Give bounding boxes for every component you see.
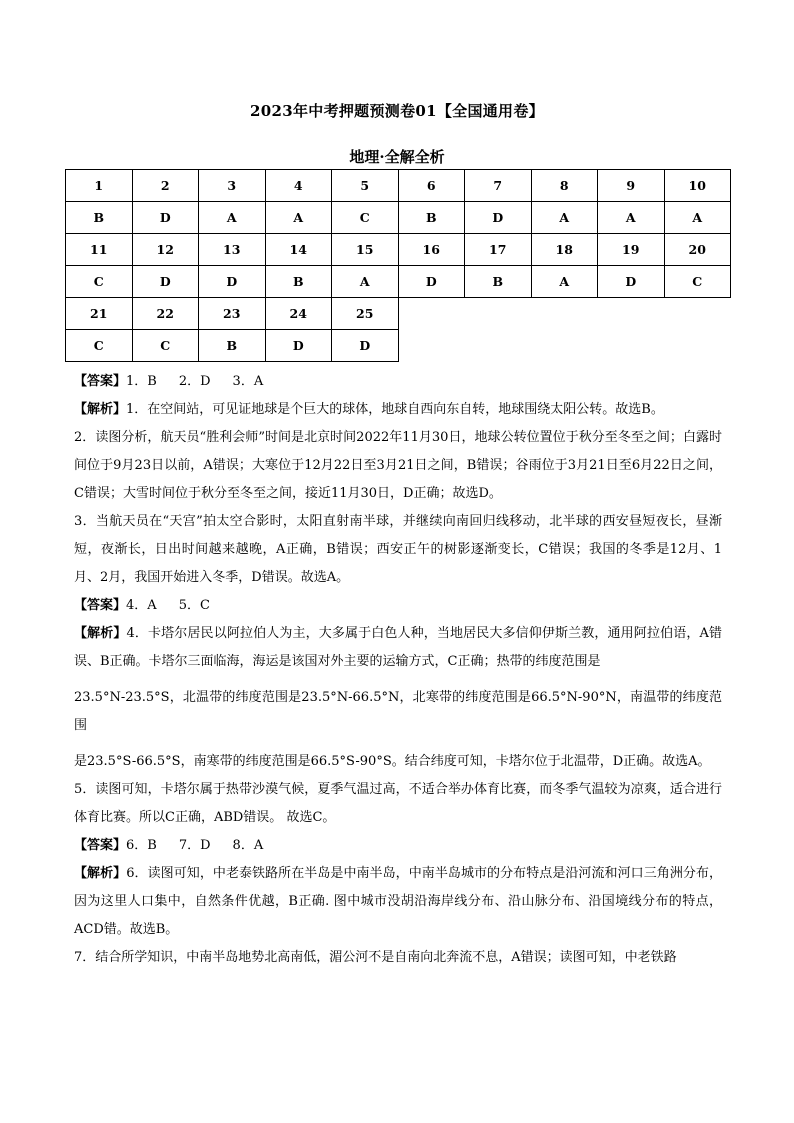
answer-item: 8．A — [232, 838, 264, 853]
table-cell: B — [66, 202, 133, 234]
table-cell: 8 — [531, 170, 598, 202]
table-cell: 17 — [465, 234, 532, 266]
analysis-paragraph: 2．读图分析，航天员“胜利会师”时间是北京时间2022年11月30日，地球公转位置位于秋分至冬至之间；白露时间位于9月23日以前，A错误；大寒位于12月22日至3月21日之间，B错误；谷雨位于3月21日至6月22日之间，C错误；大雪时间位于秋分至冬至之间，接近11月30日，D正确；故选D。 — [74, 430, 722, 501]
table-cell: C — [66, 330, 133, 362]
analysis-paragraph — [74, 860, 722, 944]
table-cell: A — [332, 266, 399, 298]
table-row — [66, 234, 731, 266]
table-cell: C — [332, 202, 399, 234]
table-row — [66, 330, 731, 362]
table-cell: 14 — [265, 234, 332, 266]
table-cell: D — [332, 330, 399, 362]
table-cell: B — [199, 330, 266, 362]
analysis-paragraph — [74, 620, 722, 676]
table-cell: C — [664, 266, 731, 298]
table-cell: 10 — [664, 170, 731, 202]
table-cell: B — [398, 202, 465, 234]
table-cell: 25 — [332, 298, 399, 330]
table-cell: 13 — [199, 234, 266, 266]
empty-cell — [398, 330, 465, 362]
analysis-text: 1．在空间站，可见证地球是个巨大的球体，地球自西向东自转，地球围绕太阳公转。故选B。 — [126, 402, 664, 417]
empty-cell — [664, 298, 731, 330]
table-cell: 16 — [398, 234, 465, 266]
table-cell: 9 — [598, 170, 665, 202]
table-cell: A — [531, 266, 598, 298]
table-row — [66, 170, 731, 202]
empty-cell — [598, 330, 665, 362]
answer-line — [74, 832, 722, 860]
table-cell: 11 — [66, 234, 133, 266]
table-cell: 3 — [199, 170, 266, 202]
answer-line — [74, 368, 722, 396]
analysis-paragraph: 7．结合所学知识，中南半岛地势北高南低，湄公河不是自南向北奔流不息，A错误；读图可知，中老铁路 — [74, 950, 677, 965]
answer-item: 4．A — [126, 598, 157, 613]
table-cell: C — [132, 330, 199, 362]
table-cell: A — [531, 202, 598, 234]
answer-item: 7．D — [178, 838, 211, 853]
table-cell: 12 — [132, 234, 199, 266]
table-cell: 1 — [66, 170, 133, 202]
empty-cell — [598, 298, 665, 330]
table-cell: D — [465, 202, 532, 234]
table-cell: 4 — [265, 170, 332, 202]
analysis-text: 4．卡塔尔居民以阿拉伯人为主，大多属于白色人种，当地居民大多信仰伊斯兰教，通用阿拉伯语，A错误、B正确。卡塔尔三面临海，海运是该国对外主要的运输方式，C正确；热带的纬度范围是 — [74, 626, 722, 669]
analysis-label: 【解析】 — [74, 866, 127, 881]
table-cell: 23 — [199, 298, 266, 330]
analysis-label: 【解析】 — [74, 626, 127, 641]
table-cell: B — [465, 266, 532, 298]
explanations — [74, 368, 722, 972]
table-cell: 20 — [664, 234, 731, 266]
analysis-paragraph — [74, 396, 722, 424]
table-cell: 6 — [398, 170, 465, 202]
answer-item: 5．C — [178, 598, 210, 613]
table-cell: D — [132, 202, 199, 234]
table-cell: D — [265, 330, 332, 362]
table-cell: D — [199, 266, 266, 298]
analysis-label: 【解析】 — [74, 402, 127, 417]
analysis-paragraph: 3．当航天员在“天宫”拍太空合影时，太阳直射南半球，并继续向南回归线移动，北半球的西安昼短夜长，昼渐短，夜渐长，日出时间越来越晚，A正确，B错误；西安正午的树影逐渐变长，C错误；我国的冬季是12月、1月、2月，我国开始进入冬季，D错误。故选A。 — [74, 514, 722, 585]
table-cell: 24 — [265, 298, 332, 330]
answer-table — [65, 169, 731, 362]
table-cell: B — [265, 266, 332, 298]
table-cell: 22 — [132, 298, 199, 330]
answer-item: 6．B — [126, 838, 157, 853]
table-row — [66, 202, 731, 234]
empty-cell — [531, 330, 598, 362]
table-cell: 18 — [531, 234, 598, 266]
table-cell: 2 — [132, 170, 199, 202]
table-cell: A — [265, 202, 332, 234]
table-cell: 21 — [66, 298, 133, 330]
table-row — [66, 298, 731, 330]
page-subtitle: 地理·全解全析 — [349, 148, 445, 166]
answer-label: 【答案】 — [74, 838, 127, 853]
table-cell: C — [66, 266, 133, 298]
table-cell: A — [598, 202, 665, 234]
table-cell: 7 — [465, 170, 532, 202]
answer-line — [74, 592, 722, 620]
analysis-paragraph: 5．读图可知，卡塔尔属于热带沙漠气候，夏季气温过高，不适合举办体育比赛，而冬季气温较为凉爽，适合进行体育比赛。所以C正确，ABD错误。 故选C。 — [74, 782, 722, 825]
analysis-paragraph: 23.5°N-23.5°S，北温带的纬度范围是23.5°N-66.5°N，北寒带的纬度范围是66.5°N-90°N，南温带的纬度范围 — [74, 690, 722, 733]
answer-item: 1．B — [126, 374, 157, 389]
empty-cell — [664, 330, 731, 362]
table-cell: 15 — [332, 234, 399, 266]
answer-label: 【答案】 — [74, 598, 127, 613]
table-cell: 5 — [332, 170, 399, 202]
empty-cell — [465, 298, 532, 330]
table-cell: D — [398, 266, 465, 298]
analysis-text: 6．读图可知，中老泰铁路所在半岛是中南半岛，中南半岛城市的分布特点是沿河流和河口三角洲分布，因为这里人口集中，自然条件优越，B正确. 图中城市没胡沿海岸线分布、沿山脉分布、沿国境线分布的特点，ACD错。故选B。 — [74, 866, 722, 937]
answer-label: 【答案】 — [74, 374, 127, 389]
empty-cell — [398, 298, 465, 330]
empty-cell — [531, 298, 598, 330]
table-cell: A — [664, 202, 731, 234]
empty-cell — [465, 330, 532, 362]
table-cell: A — [199, 202, 266, 234]
page-title: 2023年中考押题预测卷01【全国通用卷】 — [250, 102, 544, 120]
analysis-paragraph: 是23.5°S-66.5°S，南寒带的纬度范围是66.5°S-90°S。结合纬度可知，卡塔尔位于北温带，D正确。故选A。 — [74, 754, 711, 769]
answer-item: 2．D — [178, 374, 211, 389]
table-cell: 19 — [598, 234, 665, 266]
answer-item: 3．A — [232, 374, 264, 389]
table-row — [66, 266, 731, 298]
table-cell: D — [132, 266, 199, 298]
table-cell: D — [598, 266, 665, 298]
